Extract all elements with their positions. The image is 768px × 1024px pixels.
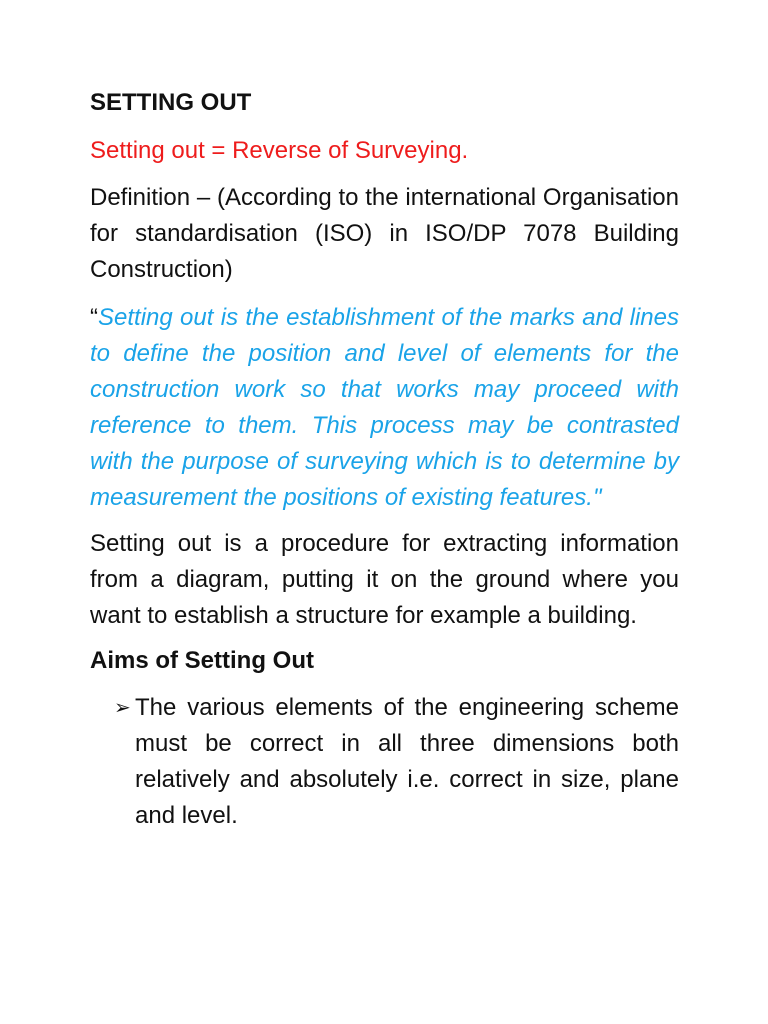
open-quote-mark: “ bbox=[90, 304, 98, 331]
quote-text: Setting out is the establishment of the marks and lines to define the position and level of elements for the construction work so that works may proceed with reference to them. This process may be contrasted with the purpose of surveying which is to determine by measurement the positions of existing features. bbox=[90, 304, 679, 511]
close-quote-mark: " bbox=[592, 484, 602, 511]
aims-heading: Aims of Setting Out bbox=[90, 647, 314, 674]
explanation-paragraph: Setting out is a procedure for extracting information from a diagram, putting it on the ground where you want to establish a structure for example a building. bbox=[90, 530, 679, 629]
aims-list bbox=[90, 690, 679, 834]
iso-quote bbox=[90, 300, 679, 516]
document-page bbox=[90, 88, 679, 834]
list-item bbox=[90, 690, 679, 834]
subtitle-statement: Setting out = Reverse of Surveying. bbox=[90, 137, 469, 164]
aim-text: The various elements of the engineering scheme must be correct in all three dimensions both relatively and absolutely i.e. correct in size, plane and level. bbox=[135, 694, 679, 829]
arrow-bullet-icon: ➢ bbox=[114, 697, 131, 719]
page-title: SETTING OUT bbox=[90, 89, 252, 116]
definition-paragraph: Definition – (According to the international Organisation for standardisation (ISO) in ISO/DP 7078 Building Construction) bbox=[90, 184, 679, 283]
